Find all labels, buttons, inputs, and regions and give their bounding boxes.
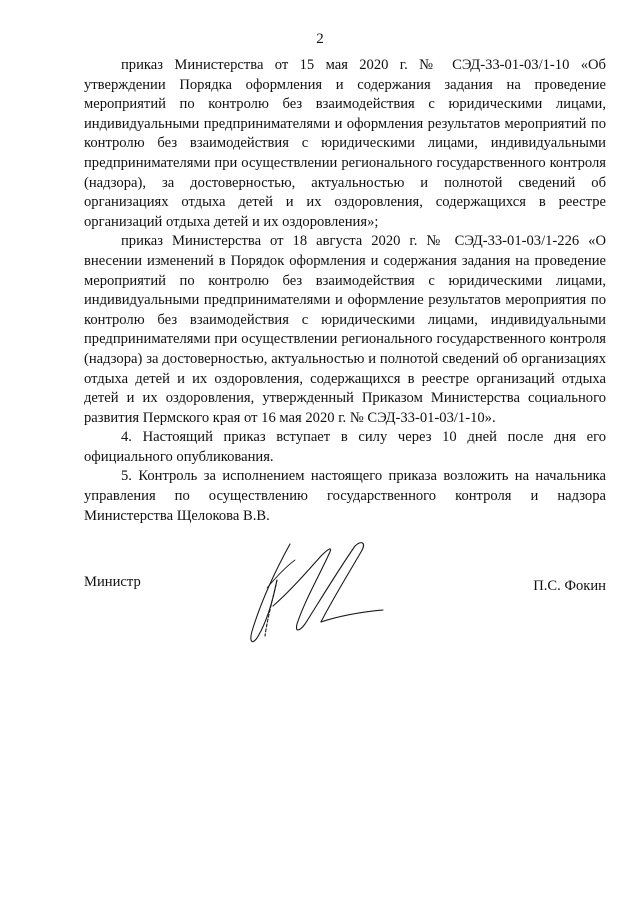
document-body <box>84 56 606 526</box>
paragraph-item-5: 5. Контроль за исполнением настоящего приказа возложить на начальника управления по осуществлению государственного контроля и надзора Министерства Щелокова В.В. <box>84 468 606 524</box>
signer-position: Министр <box>84 574 141 590</box>
paragraph-order-august-2020: приказ Министерства от 18 августа 2020 г. № СЭД-33-01-03/1-226 «О внесении изменений в Порядок оформления и содержания задания на проведение мероприятий по контролю без взаимодействия с юридическими лицами, индивидуальными предпринимателями и оформление результатов мероприятия по контролю без взаимодействия с юридическими лицами, индивидуальными предпринимателями при осуществлении регионального государственного контроля (надзора) за достоверностью, актуальностью и полнотой сведений об организациях отдыха детей и их оздоровления, содержащихся в реестре организаций отдыха детей и их оздоровления, утвержденный Приказом Министерства социального развития Пермского края от 16 мая 2020 г. № СЭД-33-01-03/1-10». <box>84 233 606 426</box>
page-number: 2 <box>316 31 324 47</box>
paragraph-order-may-2020: приказ Министерства от 15 мая 2020 г. № СЭД-33-01-03/1-10 «Об утверждении Порядка оформления и содержания задания на проведение мероприятий по контролю без взаимодействия с юридическими лицами, индивидуальными предпринимателями и оформления результатов мероприятий по контролю без взаимодействия с юридическими лицами, индивидуальными предпринимателями при осуществлении регионального государственного контроля (надзора), за достоверностью, актуальностью и полнотой сведений об организациях отдыха детей и их оздоровления, содержащихся в реестре организаций отдыха детей и их оздоровления»; <box>84 57 606 230</box>
paragraph-item-4: 4. Настоящий приказ вступает в силу через 10 дней после дня его официального опубликования. <box>84 429 606 465</box>
signer-name: П.С. Фокин <box>533 578 606 594</box>
handwritten-signature-icon <box>243 536 393 656</box>
